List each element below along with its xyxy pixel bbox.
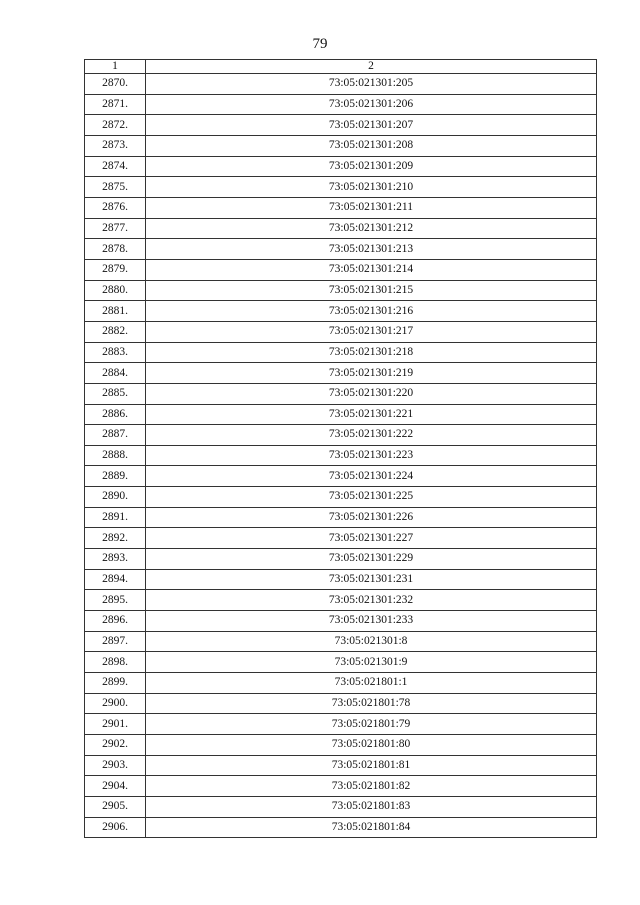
row-number-cell: 2875. xyxy=(85,177,146,198)
table-row xyxy=(85,280,597,301)
table-row xyxy=(85,796,597,817)
row-number-cell: 2884. xyxy=(85,363,146,384)
table-row xyxy=(85,673,597,694)
table-row xyxy=(85,466,597,487)
row-number-cell: 2901. xyxy=(85,714,146,735)
table-row xyxy=(85,156,597,177)
row-number-cell: 2873. xyxy=(85,135,146,156)
table-header-row xyxy=(85,60,597,74)
table-row xyxy=(85,197,597,218)
table-row xyxy=(85,342,597,363)
table-row xyxy=(85,321,597,342)
cadastral-number-cell: 73:05:021801:78 xyxy=(146,693,597,714)
cadastral-number-cell: 73:05:021301:231 xyxy=(146,569,597,590)
cadastral-number-cell: 73:05:021301:221 xyxy=(146,404,597,425)
cadastral-number-cell: 73:05:021301:212 xyxy=(146,218,597,239)
table-row xyxy=(85,404,597,425)
row-number-cell: 2886. xyxy=(85,404,146,425)
table-row xyxy=(85,817,597,838)
cadastral-number-cell: 73:05:021801:81 xyxy=(146,755,597,776)
table-body xyxy=(85,74,597,838)
row-number-cell: 2892. xyxy=(85,528,146,549)
table-row xyxy=(85,94,597,115)
page-number: 79 xyxy=(312,36,328,52)
table-row xyxy=(85,445,597,466)
cadastral-number-cell: 73:05:021301:225 xyxy=(146,487,597,508)
table-row xyxy=(85,735,597,756)
cadastral-number-cell: 73:05:021301:214 xyxy=(146,259,597,280)
table-row xyxy=(85,693,597,714)
row-number-cell: 2879. xyxy=(85,259,146,280)
table-row xyxy=(85,652,597,673)
cadastral-number-cell: 73:05:021301:213 xyxy=(146,239,597,260)
row-number-cell: 2898. xyxy=(85,652,146,673)
row-number-cell: 2878. xyxy=(85,239,146,260)
table-row xyxy=(85,611,597,632)
table-row xyxy=(85,776,597,797)
row-number-cell: 2899. xyxy=(85,673,146,694)
cadastral-number-cell: 73:05:021301:211 xyxy=(146,197,597,218)
cadastral-number-cell: 73:05:021801:80 xyxy=(146,735,597,756)
cadastral-number-cell: 73:05:021301:229 xyxy=(146,549,597,570)
row-number-cell: 2888. xyxy=(85,445,146,466)
column-header-number: 1 xyxy=(85,60,146,74)
table-row xyxy=(85,218,597,239)
table-row xyxy=(85,135,597,156)
table-row xyxy=(85,590,597,611)
table-row xyxy=(85,528,597,549)
cadastral-number-cell: 73:05:021301:205 xyxy=(146,74,597,95)
row-number-cell: 2883. xyxy=(85,342,146,363)
table-row xyxy=(85,115,597,136)
row-number-cell: 2893. xyxy=(85,549,146,570)
row-number-cell: 2902. xyxy=(85,735,146,756)
row-number-cell: 2881. xyxy=(85,301,146,322)
cadastral-number-cell: 73:05:021801:79 xyxy=(146,714,597,735)
cadastral-number-cell: 73:05:021301:227 xyxy=(146,528,597,549)
cadastral-number-cell: 73:05:021301:226 xyxy=(146,507,597,528)
cadastral-number-cell: 73:05:021301:233 xyxy=(146,611,597,632)
cadastral-number-cell: 73:05:021801:82 xyxy=(146,776,597,797)
cadastral-number-cell: 73:05:021801:83 xyxy=(146,796,597,817)
row-number-cell: 2871. xyxy=(85,94,146,115)
table-row xyxy=(85,363,597,384)
table-row xyxy=(85,383,597,404)
row-number-cell: 2906. xyxy=(85,817,146,838)
cadastral-number-cell: 73:05:021301:218 xyxy=(146,342,597,363)
row-number-cell: 2905. xyxy=(85,796,146,817)
table-row xyxy=(85,487,597,508)
cadastral-table xyxy=(84,59,597,838)
cadastral-number-cell: 73:05:021301:220 xyxy=(146,383,597,404)
table-row xyxy=(85,177,597,198)
row-number-cell: 2896. xyxy=(85,611,146,632)
cadastral-number-cell: 73:05:021801:84 xyxy=(146,817,597,838)
row-number-cell: 2880. xyxy=(85,280,146,301)
row-number-cell: 2903. xyxy=(85,755,146,776)
cadastral-number-cell: 73:05:021801:1 xyxy=(146,673,597,694)
row-number-cell: 2876. xyxy=(85,197,146,218)
table-row xyxy=(85,301,597,322)
cadastral-number-cell: 73:05:021301:222 xyxy=(146,425,597,446)
cadastral-number-cell: 73:05:021301:8 xyxy=(146,631,597,652)
column-header-cadastral-id: 2 xyxy=(146,60,597,74)
row-number-cell: 2891. xyxy=(85,507,146,528)
row-number-cell: 2874. xyxy=(85,156,146,177)
row-number-cell: 2890. xyxy=(85,487,146,508)
cadastral-number-cell: 73:05:021301:219 xyxy=(146,363,597,384)
row-number-cell: 2870. xyxy=(85,74,146,95)
row-number-cell: 2895. xyxy=(85,590,146,611)
row-number-cell: 2889. xyxy=(85,466,146,487)
table-row xyxy=(85,755,597,776)
cadastral-number-cell: 73:05:021301:217 xyxy=(146,321,597,342)
table-row xyxy=(85,74,597,95)
row-number-cell: 2877. xyxy=(85,218,146,239)
cadastral-number-cell: 73:05:021301:223 xyxy=(146,445,597,466)
cadastral-number-cell: 73:05:021301:9 xyxy=(146,652,597,673)
cadastral-number-cell: 73:05:021301:207 xyxy=(146,115,597,136)
table-row xyxy=(85,507,597,528)
row-number-cell: 2904. xyxy=(85,776,146,797)
cadastral-number-cell: 73:05:021301:210 xyxy=(146,177,597,198)
cadastral-number-cell: 73:05:021301:224 xyxy=(146,466,597,487)
cadastral-number-cell: 73:05:021301:208 xyxy=(146,135,597,156)
cadastral-number-cell: 73:05:021301:232 xyxy=(146,590,597,611)
table-row xyxy=(85,425,597,446)
table-row xyxy=(85,714,597,735)
row-number-cell: 2872. xyxy=(85,115,146,136)
row-number-cell: 2897. xyxy=(85,631,146,652)
cadastral-number-cell: 73:05:021301:209 xyxy=(146,156,597,177)
row-number-cell: 2885. xyxy=(85,383,146,404)
table-row xyxy=(85,239,597,260)
cadastral-number-cell: 73:05:021301:215 xyxy=(146,280,597,301)
row-number-cell: 2894. xyxy=(85,569,146,590)
cadastral-number-cell: 73:05:021301:206 xyxy=(146,94,597,115)
row-number-cell: 2887. xyxy=(85,425,146,446)
table-row xyxy=(85,631,597,652)
table-row xyxy=(85,569,597,590)
table-row xyxy=(85,549,597,570)
row-number-cell: 2882. xyxy=(85,321,146,342)
table-row xyxy=(85,259,597,280)
row-number-cell: 2900. xyxy=(85,693,146,714)
cadastral-number-cell: 73:05:021301:216 xyxy=(146,301,597,322)
